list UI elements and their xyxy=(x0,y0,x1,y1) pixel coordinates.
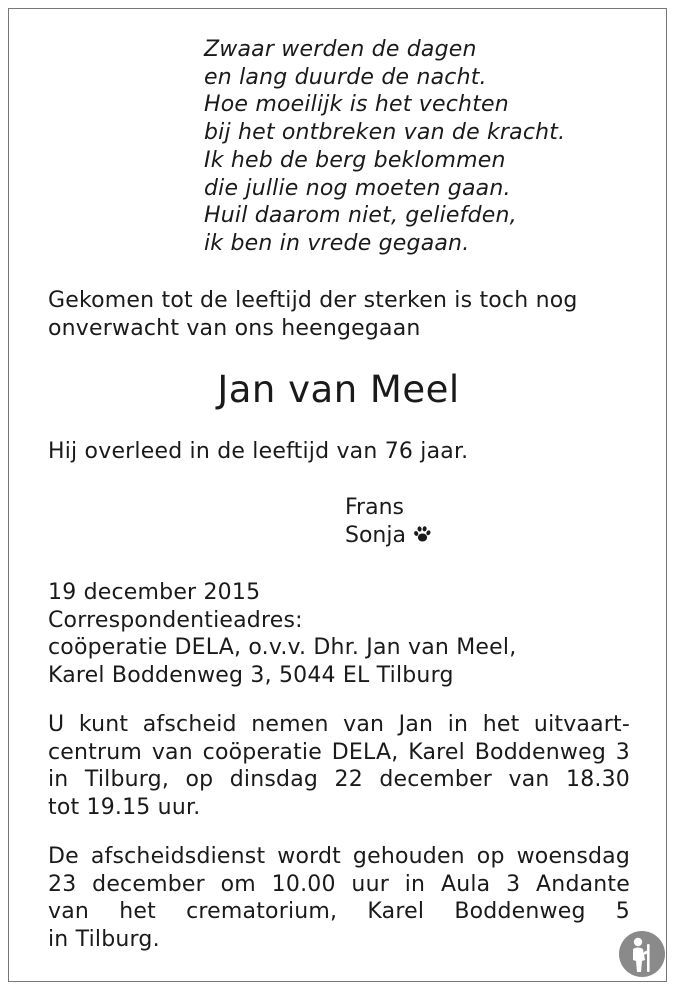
poem-line: Zwaar werden de dagen xyxy=(204,37,477,62)
poem-line: bij het ontbreken van de kracht. xyxy=(204,120,566,146)
service-line: De afscheidsdienst wordt gehouden op woensdag xyxy=(48,844,630,869)
service-line: van het crematorium, Karel Boddenweg 5 xyxy=(48,899,630,925)
paw-print-icon xyxy=(412,524,432,552)
intro-text xyxy=(48,287,630,342)
intro-line: onverwacht van ons heengegaan xyxy=(48,315,421,341)
service-line: 23 december om 10.00 uur in Aula 3 Andante xyxy=(48,871,630,897)
age-line: Hij overleed in de leeftijd van 76 jaar. xyxy=(48,439,469,464)
address-line-2: Karel Boddenweg 3, 5044 EL Tilburg xyxy=(48,663,454,689)
farewell-paragraph xyxy=(48,711,630,822)
poem-line: en lang duurde de nacht. xyxy=(204,64,487,90)
farewell-line: in Tilburg, op dinsdag 22 december van 18.30 xyxy=(48,767,630,793)
farewell-line: tot 19.15 uur. xyxy=(48,795,201,821)
signer-frans: Frans xyxy=(345,495,404,520)
poem-line: ik ben in vrede gegaan. xyxy=(204,230,470,256)
poem-line: Hoe moeilijk is het vechten xyxy=(204,92,509,118)
service-paragraph xyxy=(48,843,630,954)
poem-line: Huil daarom niet, geliefden, xyxy=(204,203,517,229)
memorial-figure-logo xyxy=(618,930,666,978)
deceased-name: Jan van Meel xyxy=(217,368,460,411)
correspondence-label: Correspondentieadres: xyxy=(48,607,303,633)
notice-date: 19 december 2015 xyxy=(48,580,261,605)
signers xyxy=(345,494,432,552)
address-block xyxy=(48,579,630,690)
age-statement xyxy=(48,438,630,466)
address-line-1: coöperatie DELA, o.v.v. Dhr. Jan van Meel, xyxy=(48,635,517,661)
service-line: in Tilburg. xyxy=(48,927,160,953)
poem-line: Ik heb de berg beklommen xyxy=(204,147,506,173)
intro-line: Gekomen tot de leeftijd der sterken is toch nog xyxy=(48,288,578,313)
signer-sonja: Sonja xyxy=(345,523,406,548)
signer-sonja-row xyxy=(345,522,432,552)
farewell-line: U kunt afscheid nemen van Jan in het uitvaart- xyxy=(48,712,630,737)
farewell-line: centrum van coöperatie DELA, Karel Boddenweg 3 xyxy=(48,739,630,765)
poem-line: die jullie nog moeten gaan. xyxy=(204,175,511,201)
poem xyxy=(204,36,565,258)
